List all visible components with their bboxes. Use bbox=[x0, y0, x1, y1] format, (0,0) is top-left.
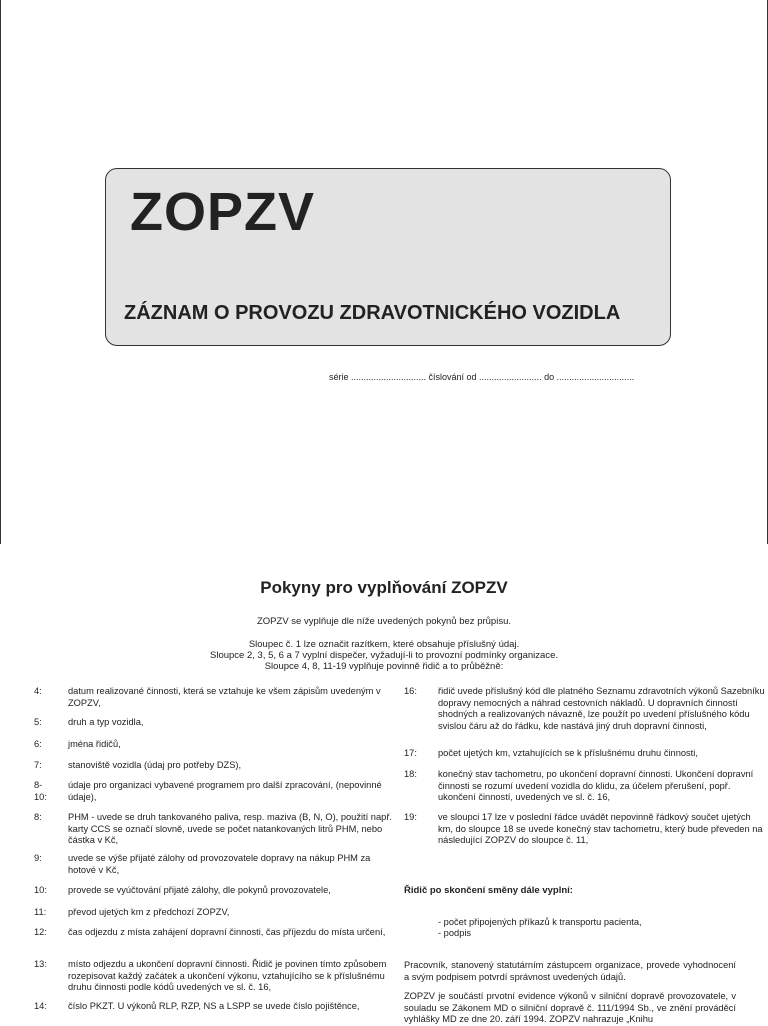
item-number: 9: bbox=[34, 853, 42, 863]
item-number: 6: bbox=[34, 739, 42, 749]
item-text: řidič uvede příslušný kód dle platného Seznamu zdravotních výkonů Sazebníku dopravy nemocných a náhrad cestovních nákladů. U dopravních činností shodných a realizovaných návazně, lze použít po uvedení příslušného kódu svislou čáru až do řádku, kde nastává jiný druh dopravní činnosti, bbox=[438, 686, 765, 731]
item-text: údaje pro organizaci vybavené programem pro další zpracování, (nepovinné údaje), bbox=[68, 780, 382, 802]
cover-subtitle: ZÁZNAM O PROVOZU ZDRAVOTNICKÉHO VOZIDLA bbox=[124, 302, 621, 324]
item-number: 4: bbox=[34, 686, 42, 696]
item-number: 10: bbox=[34, 885, 47, 895]
paragraph-legal: ZOPZV je součástí prvotní evidence výkonů v silniční dopravě provozovatele, v souladu se Zákonem MD o silniční dopravě č. 111/1994 Sb., ve znění prováděcí vyhlášky MD ze dne 20. září 1994. ZOPZV nahrazuje „Knihu bbox=[404, 991, 736, 1024]
item-number: 5: bbox=[34, 717, 42, 727]
serie-line: série .............................. číslování od ......................... do ............................... bbox=[329, 372, 635, 382]
item-number: 11: bbox=[34, 907, 47, 917]
item-text: uvede se výše přijaté zálohy od provozovatele dopravy na nákup PHM za hotové v Kč, bbox=[68, 853, 371, 875]
instructions-heading: Pokyny pro vyplňování ZOPZV bbox=[260, 578, 508, 597]
intro-line-3: Sloupce 2, 3, 5, 6 a 7 vyplní dispečer, vyžadují-li to provozní podmínky organizace. bbox=[210, 650, 558, 661]
title-box bbox=[105, 168, 671, 346]
driver-end-item: - počet připojených příkazů k transportu pacienta, bbox=[438, 917, 642, 927]
driver-end-heading: Řidič po skončení směny dále vyplní: bbox=[404, 885, 573, 896]
item-text: konečný stav tachometru, po ukončení dopravní činnosti. Ukončení dopravní činnosti se rozumí uvedení vozidla do klidu, za účelem přerušení, popř. ukončení činností, uvedených ve sl. č. 16, bbox=[438, 769, 754, 802]
item-number: 12: bbox=[34, 927, 47, 937]
item-number: 13: bbox=[34, 959, 47, 969]
driver-end-item: - podpis bbox=[438, 928, 472, 938]
item-text: jména řidičů, bbox=[68, 739, 121, 749]
item-number: 8: bbox=[34, 812, 42, 822]
item-text: ve sloupci 17 lze v poslední řádce uvádět nepovinně řádkový součet ujetých km, do sloupce 18 se uvede konečný stav tachometru, který bude převeden na následující ZOPZV do sloupce č. 11, bbox=[438, 812, 763, 845]
item-text: převod ujetých km z předchozí ZOPZV, bbox=[68, 907, 230, 917]
item-number: 14: bbox=[34, 1001, 47, 1011]
paragraph-evaluation: Pracovník, stanovený statutárním zástupcem organizace, provede vyhodnocení a svým podpisem potvrdí správnost uvedených údajů. bbox=[404, 960, 736, 982]
item-text: datum realizované činnosti, která se vztahuje ke všem zápisům uvedeným v ZOPZV, bbox=[68, 686, 381, 708]
item-number: 16: bbox=[404, 686, 417, 696]
item-text: čas odjezdu z místa zahájení dopravní činnosti, čas příjezdu do místa určení, bbox=[68, 927, 386, 937]
item-number: 17: bbox=[404, 748, 417, 758]
intro-line-2: Sloupec č. 1 lze označit razítkem, které obsahuje příslušný údaj. bbox=[248, 639, 520, 650]
item-number: 7: bbox=[34, 760, 42, 770]
item-text: druh a typ vozidla, bbox=[68, 717, 144, 727]
item-text: provede se vyúčtování přijaté zálohy, dle pokynů provozovatele, bbox=[68, 885, 331, 895]
intro-line-4: Sloupce 4, 8, 11-19 vyplňuje povinně řidič a to průběžně: bbox=[264, 661, 504, 672]
item-number: 8-10: bbox=[34, 780, 47, 802]
cover-title: ZOPZV bbox=[130, 182, 316, 242]
item-text: PHM - uvede se druh tankovaného paliva, resp. maziva (B, N, O), použití např. karty CCS se označí slovně, uvede se počet natankovaných litrů PHM, nebo částka v Kč, bbox=[68, 812, 392, 845]
intro-line-1: ZOPZV se vyplňuje dle níže uvedených pokynů bez průpisu. bbox=[256, 616, 511, 627]
item-number: 19: bbox=[404, 812, 417, 822]
item-number: 18: bbox=[404, 769, 417, 779]
item-text: stanoviště vozidla (údaj pro potřeby DZS), bbox=[68, 760, 242, 770]
page-gap bbox=[0, 544, 768, 558]
item-text: místo odjezdu a ukončení dopravní činnosti. Řidič je povinen tímto způsobem rozepisovat každý začátek a ukončení výkonu, vztahujícího se k příslušnému druhu činnosti podle kódů uvedených ve sl. č. 16, bbox=[68, 959, 387, 992]
item-text: počet ujetých km, vztahujících se k příslušnému druhu činnosti, bbox=[438, 748, 698, 758]
item-text: číslo PKZT. U výkonů RLP, RZP, NS a LSPP se uvede číslo pojištěnce, bbox=[68, 1001, 360, 1011]
